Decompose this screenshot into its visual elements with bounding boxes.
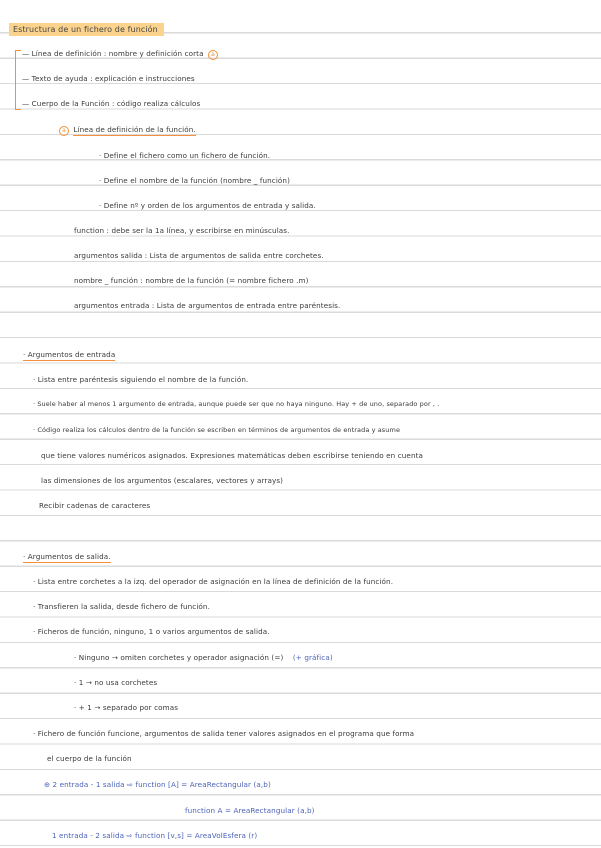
entrada-line-5: las dimensiones de los argumentos (escalares, vectores y arrays): [41, 476, 284, 485]
salida-case-varios: · + 1 → separado por comas: [74, 703, 179, 712]
salida-case-note: (+ gráfica): [292, 653, 333, 662]
definition-note-nombre: nombre _ función : nombre de la función (= nombre fichero .m): [74, 276, 309, 285]
intro-line-3: — Cuerpo de la Función : código realiza cálculos: [22, 99, 201, 108]
intro-line-1: — Línea de definición : nombre y definición corta a: [22, 49, 220, 60]
entrada-heading: · Argumentos de entrada: [23, 350, 116, 359]
salida-case-ninguno: · Ninguno → omiten corchetes y operador asignación (=) (+ gráfica): [74, 653, 333, 662]
definition-heading: a Línea de definición de la función.: [57, 125, 196, 136]
entrada-line-4: que tiene valores numéricos asignados. Expresiones matemáticas deben escribirse teniendo en cuenta: [41, 451, 424, 460]
entrada-line-2: · Suele haber al menos 1 argumento de entrada, aunque puede ser que no haya ninguno. Hay + de uno, separado por , .: [33, 400, 440, 408]
page-title: Estructura de un fichero de función: [9, 23, 164, 36]
salida-line-7: · Fichero de función funcione, argumentos de salida tener valores asignados en el programa que forma: [33, 729, 415, 738]
salida-case-uno: · 1 → no usa corchetes: [74, 678, 158, 687]
intro-line-2: — Texto de ayuda : explicación e instrucciones: [22, 74, 195, 83]
salida-line-2: · Transfieren la salida, desde fichero de función.: [33, 602, 210, 611]
salida-line-1: · Lista entre corchetes a la izq. del operador de asignación en la línea de definición de la función.: [33, 577, 394, 586]
entrada-line-3: · Código realiza los cálculos dentro de la función se escriben en términos de argumentos de entrada y asume: [33, 426, 401, 434]
salida-example-3: 1 entrada - 2 salida ⇨ function [v,s] = AreaVolEsfera (r): [52, 831, 258, 840]
intro-bracket: [15, 50, 21, 110]
salida-example-1: ⊕ 2 entrada - 1 salida ⇨ function [A] = AreaRectangular (a,b): [44, 780, 271, 789]
definition-bullet-1: · Define el fichero como un fichero de función.: [99, 151, 271, 160]
definition-bullet-2: · Define el nombre de la función (nombre _ función): [99, 176, 290, 185]
entrada-line-1: · Lista entre paréntesis siguiendo el nombre de la función.: [33, 375, 249, 384]
note-a-marker-icon: a: [208, 50, 218, 60]
definition-note-salida: argumentos salida : Lista de argumentos de salida entre corchetes.: [74, 251, 324, 260]
salida-heading: · Argumentos de salida.: [23, 552, 111, 561]
salida-line-8: el cuerpo de la función: [47, 754, 132, 763]
note-a-marker-icon: a: [59, 126, 69, 136]
definition-note-entrada: argumentos entrada : Lista de argumentos de entrada entre paréntesis.: [74, 301, 341, 310]
entrada-line-6: Recibir cadenas de caracteres: [39, 501, 151, 510]
salida-line-3: · Ficheros de función, ninguno, 1 o varios argumentos de salida.: [33, 627, 270, 636]
salida-example-2: function A = AreaRectangular (a,b): [185, 806, 315, 815]
definition-bullet-3: · Define nº y orden de los argumentos de entrada y salida.: [99, 201, 316, 210]
definition-note-function: function : debe ser la 1a línea, y escribirse en minúsculas.: [74, 226, 290, 235]
